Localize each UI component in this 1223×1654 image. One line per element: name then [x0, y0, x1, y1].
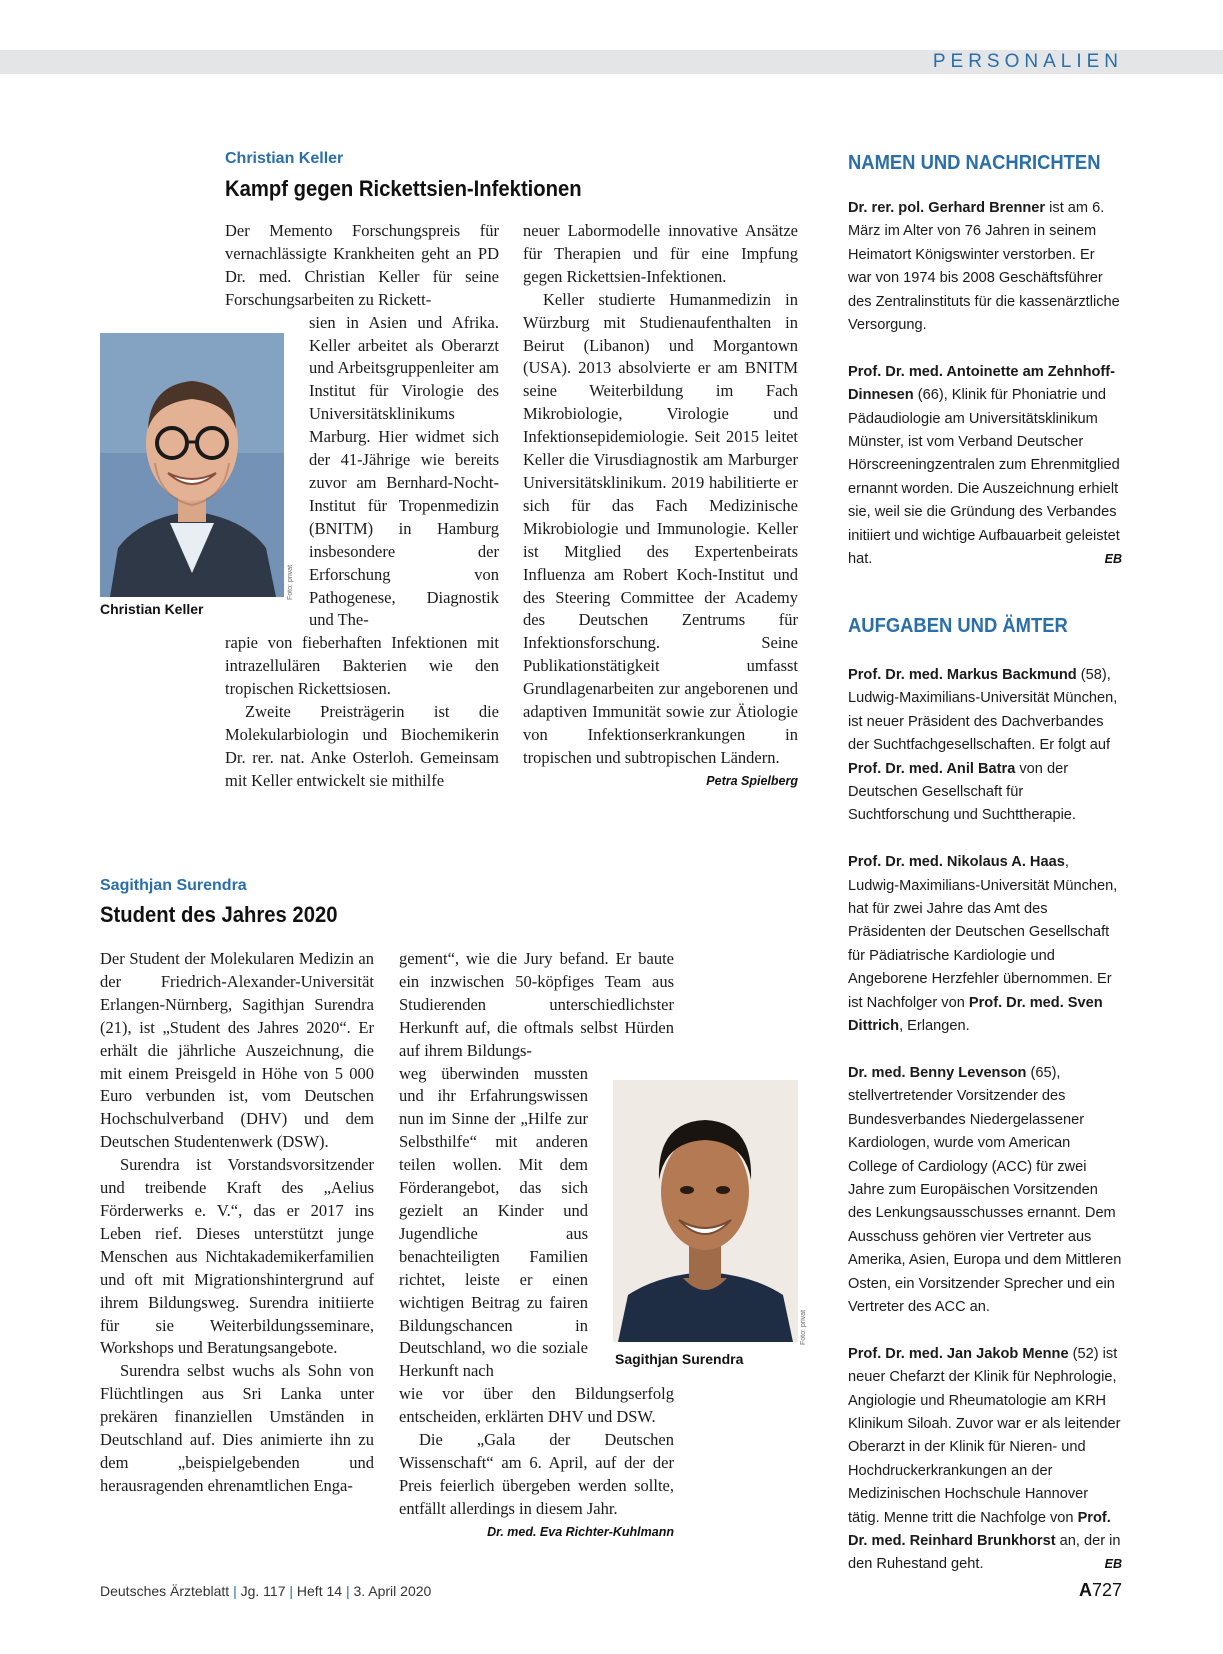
date: 3. April 2020 — [353, 1583, 432, 1599]
photo-credit: Foto: privat — [800, 1309, 807, 1345]
article2-headline: Student des Jahres 2020 — [100, 902, 338, 927]
photo-caption: Sagithjan Surendra — [615, 1351, 744, 1367]
page-value: 727 — [1091, 1580, 1122, 1600]
volume: Jg. 117 — [240, 1583, 286, 1599]
section-label: PERSONALIEN — [932, 51, 1123, 72]
article1-author: Petra Spielberg — [706, 773, 798, 788]
page-prefix: A — [1078, 1580, 1092, 1600]
article2-col2: gement“, wie die Jury befand. Er baute ein inzwischen 50-köpfiges Team aus Studierenden unterschiedlichster Herkunft auf, die oftmals selbst Hürden auf ihrem Bildungs- weg überwinden mussten und ihr Erfahrungswissen nun im Sinne der „Hilfe zur Selbsthilfe“ mit anderen teilen wollen. Mit dem Förderangebot, das sich gezielt an Kinder und Jugendliche aus benachteiligten Familien richtet, leiste er einen wichtigen Beitrag zu fairen Bildungschancen in Deutschland, wo die soziale Herkunft nach wie vor über den Bildungserfolg entscheiden, erklärten DHV und DSW. Die „Gala der Deutschen Wissenschaft“ am 6. April, auf der der Preis feierlich übergeben werden sollte, entfällt allerdings in diesem Jahr. Dr. med. Eva Richter-Kuhlmann — [399, 948, 674, 1544]
journal-name: Deutsches Ärzteblatt — [100, 1583, 230, 1599]
article1-col2: neuer Labormodelle innovative Ansätze für Therapien und für eine Impfung gegen Rickettsien-Infektionen. Keller studierte Humanmedizin in Würzburg mit Studienaufenthalten in Beirut (Libanon) und Morgantown (USA). 2013 absolvierte er am BNITM seine Weiterbildung im Fach Mikrobiologie, Virologie und Infektionsepidemiologie. Seit 2015 leitet Keller die Virusdiagnostik am Marburger Universitätsklinikum. 2019 habilitierte er sich für das Fach Medizinische Mikrobiologie und Immunologie. Keller ist Mitglied des Expertenbeirats Influenza am Robert Koch-Institut und des Steering Committee der Academy des Deutschen Zentrums für Infektionsforschung. Seine Publikationstätigkeit umfasst Grundlagenarbeiten zur angeborenen und adaptiven Immunität sowie zur Ätiologie von Infektionserkrankungen in tropischen und subtropischen Ländern. Petra Spielberg — [523, 220, 798, 793]
photo-credit: Foto: privat — [287, 564, 294, 600]
article1-col1: Der Memento Forschungspreis für vernachlässigte Krankheiten geht an PD Dr. med. Christian Keller für seine Forschungsarbeiten zu Rickett- sien in Asien und Afrika. Keller arbeitet als Oberarzt und Arbeitsgruppenleiter am Institut für Virologie des Universitätsklinikums Marburg. Hier widmet sich der 41-Jährige wie bereits zuvor am Bernhard-Nocht-Institut für Tropenmedizin (BNITM) in Hamburg insbesondere der Erforschung von Pathogenese, Diagnostik und The- rapie von fieberhaften Infektionen mit intrazellulären Bakterien wie den tropischen Rickettsiosen. Zweite Preisträgerin ist die Molekularbiologin und Biochemikerin Dr. rer. nat. Anke Osterloh. Gemeinsam mit Keller entwickelt sie mithilfe — [225, 221, 499, 790]
footer-citation: Deutsches Ärzteblatt | Jg. 117 | Heft 14 | 3. April 2020 — [100, 1583, 432, 1599]
sidebar-heading-offices: AUFGABEN UND ÄMTER — [848, 615, 1068, 637]
sidebar-offices: Prof. Dr. med. Markus Backmund (58), Ludwig-Maximilians-Universität München, ist neuer Präsident des Dachverbandes der Suchtfachgesellschaften. Er folgt auf Prof. Dr. med. Anil Batra von der Deutschen Gesellschaft für Suchtforschung und Suchttherapie. Prof. Dr. med. Nikolaus A. Haas, Ludwig-Maximilians-Universität München, hat für zwei Jahre das Amt des Präsidenten der Deutschen Gesellschaft für Pädiatrische Kardiologie und Angeborene Herzfehler übernommen. Er ist Nachfolger von Prof. Dr. med. Sven Dittrich, Erlangen. Dr. med. Benny Levenson (65), stellvertretender Vorsitzender des Bundesverbandes Niedergelassener Kardiologen, wurde vom American College of Cardiology (ACC) für zwei Jahre zum Europäischen Vorsitzenden des Lenkungsausschusses ernannt. Dem Ausschuss gehören vier Vertreter aus Amerika, Asien, Europa und dem Mittleren Osten, ein Vorsitzender Sprecher und ein Vertreter des ACC an. Prof. Dr. med. Jan Jakob Menne (52) ist neuer Chefarzt der Klinik für Nephrologie, Angiologie und Rheumatologie am KRH Klinikum Siloah. Zuvor war er als leitender Oberarzt in der Klinik für Nieren- und Hochdruckerkrankungen an der Medizinischen Hochschule Hannover tätig. Menne tritt die Nachfolge von Prof. Dr. med. Reinhard Brunkhorst an, der in den Ruhestand geht. EB — [848, 664, 1122, 1600]
sidebar-heading-names: NAMEN UND NACHRICHTEN — [848, 152, 1101, 174]
article1-kicker: Christian Keller — [225, 150, 344, 167]
sidebar-sig: EB — [1104, 552, 1122, 567]
sidebar-sig: EB — [1104, 1557, 1122, 1572]
article1-headline: Kampf gegen Rickettsien-Infektionen — [225, 176, 582, 201]
issue: Heft 14 — [296, 1583, 343, 1599]
article2-author: Dr. med. Eva Richter-Kuhlmann — [487, 1524, 674, 1539]
photo-caption: Christian Keller — [100, 601, 204, 617]
page-number — [1079, 1580, 1122, 1601]
article2-kicker: Sagithjan Surendra — [100, 877, 247, 894]
article2-col1: Der Student der Molekularen Medizin an der Friedrich-Alexander-Universität Erlangen-Nürnberg, Sagithjan Surendra (21), ist „Student des Jahres 2020“. Er erhält die jährliche Auszeichnung, die mit einem Preisgeld in Höhe von 5 000 Euro verbunden ist, vom Deutschen Hochschulverband (DHV) und dem Deutschen Studentenwerk (DSW). Surendra ist Vorstandsvorsitzender und treibende Kraft des „Aelius Förderwerks e. V.“, das er 2017 ins Leben rief. Dieses unterstützt junge Menschen aus Nichtakademikerfamilien und oft mit Migrationshintergrund auf ihrem Bildungsweg. Surendra initiierte für sie Weiterbildungsseminare, Workshops und Beratungsangebote. Surendra selbst wuchs als Sohn von Flüchtlingen aus Sri Lanka unter prekären finanziellen Umständen in Deutschland auf. Dies animierte ihn zu dem „beispielgebenden und herausragenden ehrenamtlichen Enga- — [100, 949, 374, 1495]
sidebar-names-news: Dr. rer. pol. Gerhard Brenner ist am 6. März im Alter von 76 Jahren in seinem Heimatort Königswinter verstorben. Er war von 1974 bis 2008 Geschäftsführer des Zentralinstituts für die kassenärztliche Versorgung. Prof. Dr. med. Antoinette am Zehnhoff-Dinnesen (66), Klinik für Phoniatrie und Pädaudiologie am Universitätsklinikum Münster, ist vom Verband Deutscher Hörscreeningzentralen zum Ehrenmitglied ernannt worden. Die Auszeichnung erhielt sie, weil sie die Gründung des Verbandes initiiert und wichtige Aufbauarbeit geleistet hat. EB — [848, 197, 1122, 595]
